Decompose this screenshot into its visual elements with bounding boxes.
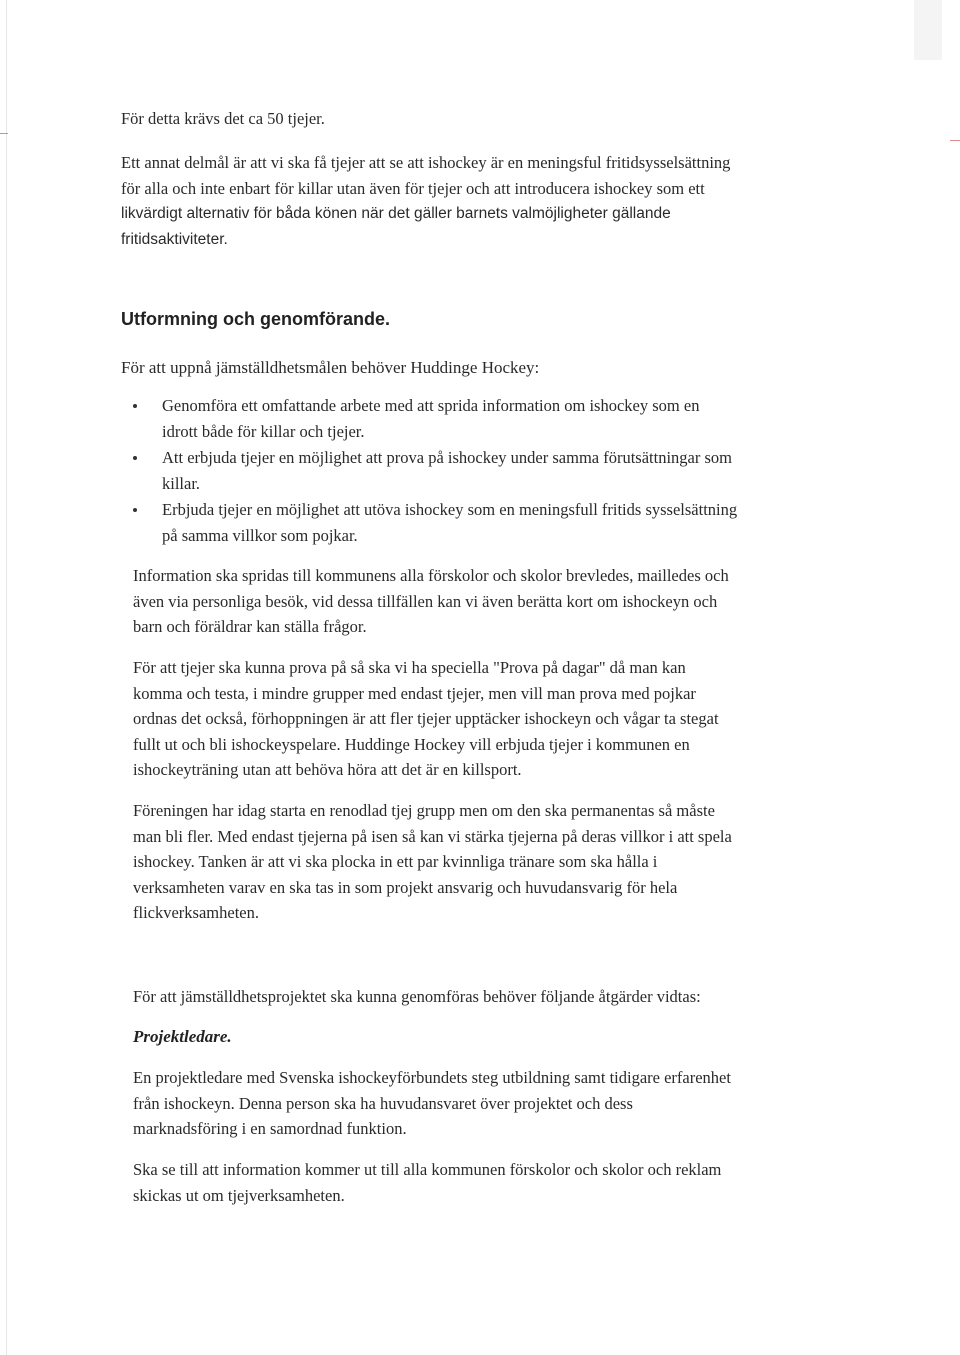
paragraph-association: Föreningen har idag starta en renodlad tjej grupp men om den ska permanentas så måste man bli fler. Med endast tjejerna på isen så kan vi stärka tjejerna på deras villkor i att spela ishockey. Tanken är att vi ska plocka in ett par kvinnliga tränare som ska hålla i verksamheten varav en ska tas in som projekt ansvarig och huvudansvarig för hela flickverksamheten. — [133, 801, 732, 922]
paragraph-measures: För att jämställdhetsprojektet ska kunna genomföras behöver följande åtgärder vidtas: — [133, 987, 701, 1006]
bullet-icon — [133, 456, 137, 460]
paragraph-try-days: För att tjejer ska kunna prova på så ska vi ha speciella "Prova på dagar" då man kan komma och testa, i mindre grupper med endast tjejer, men vill man prova med pojkar ordnas det också, förhoppningen är att fler tjejer upptäcker ishockeyn och vågar ta stegat fullt ut och bli ishockeyspelare. Huddinge Hockey vill erbjuda tjejer i kommunen en ishockeyträning utan att behöva höra att det är en killsport. — [133, 658, 719, 779]
scan-mark — [950, 140, 960, 141]
paragraph-requirement: För detta krävs det ca 50 tjejer. — [121, 109, 325, 128]
paragraph-information: Information ska spridas till kommunens alla förskolor och skolor brevledes, mailledes och även via personliga besök, vid dessa tillfällen kan vi även berätta kort om ishockeyn och barn och föräldrar kan ställa frågor. — [133, 566, 729, 636]
scan-edge — [6, 0, 7, 1355]
scan-mark — [0, 133, 8, 134]
scan-smudge — [914, 0, 942, 60]
list-item: Erbjuda tjejer en möjlighet att utöva ishockey som en meningsfull fritids sysselsättning på samma villkor som pojkar. — [133, 497, 737, 548]
intro-paragraph: För att uppnå jämställdhetsmålen behöver Huddinge Hockey: — [121, 358, 540, 377]
bullet-list — [133, 393, 737, 549]
paragraph-project-leader: En projektledare med Svenska ishockeyförbundets steg utbildning samt tidigare erfarenhet från ishockeyn. Denna person ska ha huvudansvaret över projektet och dess marknadsföring i en samordnad funktion. — [133, 1068, 731, 1138]
subheading-project-leader: Projektledare. — [133, 1027, 232, 1046]
bullet-icon — [133, 508, 137, 512]
paragraph-outreach: Ska se till att information kommer ut till alla kommunen förskolor och skolor och reklam skickas ut om tjejverksamheten. — [133, 1160, 722, 1205]
list-item: Genomföra ett omfattande arbete med att sprida information om ishockey som en idrott både för killar och tjejer. — [133, 393, 737, 444]
section-heading: Utformning och genomförande. — [121, 309, 390, 329]
bullet-icon — [133, 404, 137, 408]
paragraph-subgoal: Ett annat delmål är att vi ska få tjejer att se att ishockey är en meningsful fritidsysselsättning för alla och inte enbart för killar utan även för tjejer och att introducera ishockey som ett likvärdigt alternativ för båda könen när det gäller barnets valmöjligheter gällande fritidsaktiviteter. — [121, 153, 731, 248]
list-item: Att erbjuda tjejer en möjlighet att prova på ishockey under samma förutsättningar som killar. — [133, 445, 737, 496]
